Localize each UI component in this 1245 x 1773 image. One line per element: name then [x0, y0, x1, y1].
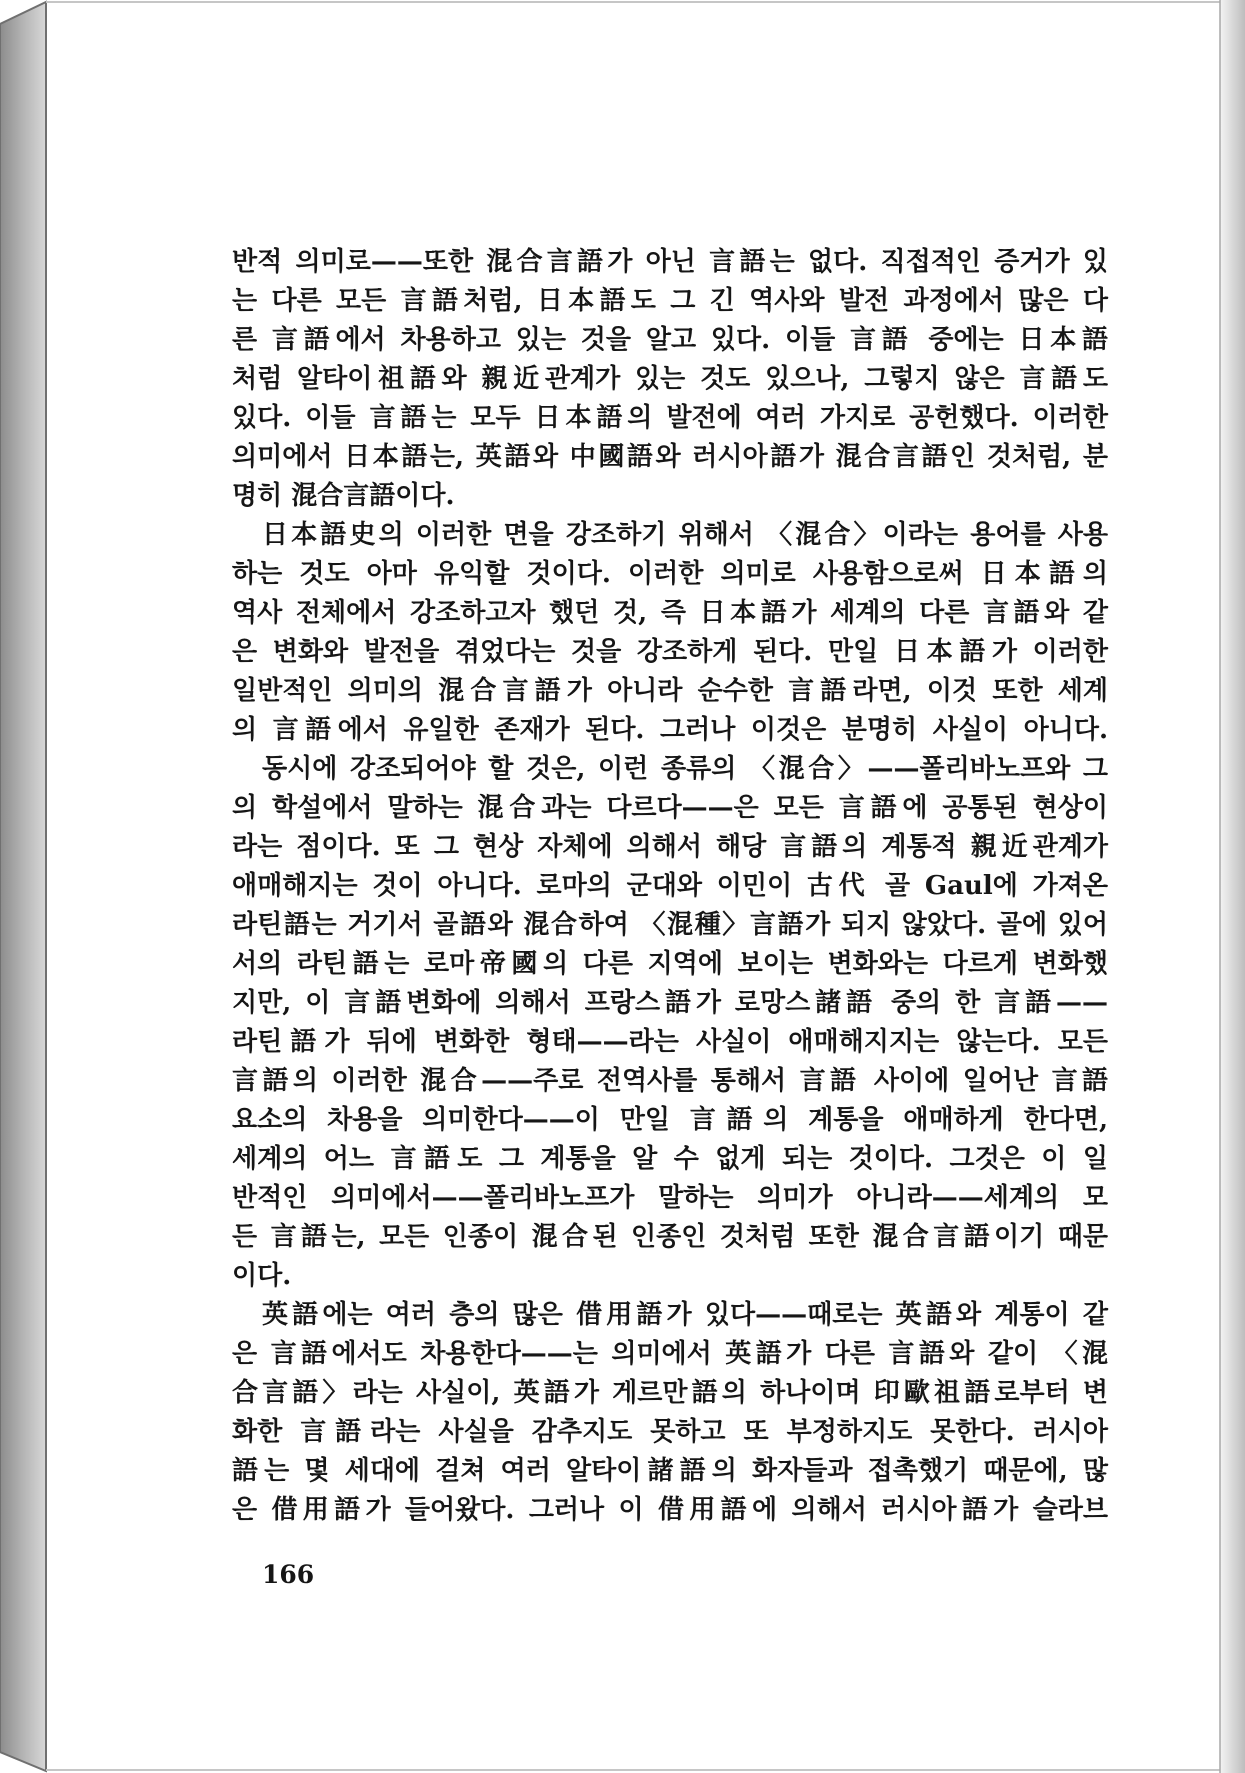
- text-line: 른 言語에서 차용하고 있는 것을 알고 있다. 이들 言語 중에는 日本語: [232, 325, 1108, 355]
- paragraph: [232, 243, 1108, 516]
- text-line: 는 다른 모든 言語처럼, 日本語도 그 긴 역사와 발전 과정에서 많은 다: [232, 286, 1108, 316]
- text-line: 처럼 알타이祖語와 親近관계가 있는 것도 있으나, 그렇지 않은 言語도: [232, 364, 1108, 394]
- text-line: 言語의 이러한 混合——주로 전역사를 통해서 言語 사이에 일어난 言語: [232, 1066, 1108, 1096]
- text-line: 하는 것도 아마 유익할 것이다. 이러한 의미로 사용함으로써 日本語의: [232, 559, 1108, 589]
- text-line: 日本語史의 이러한 면을 강조하기 위해서 〈混合〉이라는 용어를 사용: [262, 520, 1108, 550]
- text-line: 이다.: [232, 1261, 292, 1291]
- text-line: 일반적인 의미의 混合言語가 아니라 순수한 言語라면, 이것 또한 세계: [232, 676, 1108, 706]
- text-line: 英語에는 여러 층의 많은 借用語가 있다——때로는 英語와 계통이 같: [262, 1300, 1108, 1330]
- text-line: 은 借用語가 들어왔다. 그러나 이 借用語에 의해서 러시아語가 슬라브: [232, 1495, 1108, 1525]
- text-line: 든 言語는, 모든 인종이 混合된 인종인 것처럼 또한 混合言語이기 때문: [232, 1222, 1108, 1252]
- text-line: 반적인 의미에서——폴리바노프가 말하는 의미가 아니라——세계의 모: [232, 1183, 1108, 1213]
- paragraph: [232, 1296, 1108, 1530]
- text-line: 의 言語에서 유일한 존재가 된다. 그러나 이것은 분명히 사실이 아니다.: [232, 715, 1108, 745]
- text-line: 라는 점이다. 또 그 현상 자체에 의해서 해당 言語의 계통적 親近관계가: [232, 832, 1108, 862]
- spine-edge: [0, 2, 46, 1771]
- paragraph: [232, 750, 1108, 1296]
- text-line: 애매해지는 것이 아니다. 로마의 군대와 이민이 古代 골 Gaul에 가져온: [232, 871, 1108, 901]
- right-page-shadow: [1220, 0, 1245, 1773]
- text-line: 반적 의미로——또한 混合言語가 아닌 言語는 없다. 직접적인 증거가 있: [232, 247, 1108, 277]
- text-line: 語는 몇 세대에 걸쳐 여러 알타이諸語의 화자들과 접촉했기 때문에, 많: [232, 1456, 1108, 1486]
- text-line: 은 言語에서도 차용한다——는 의미에서 英語가 다른 言語와 같이 〈混: [232, 1339, 1108, 1369]
- text-line: 서의 라틴語는 로마帝國의 다른 지역에 보이는 변화와는 다르게 변화했: [232, 949, 1108, 979]
- page-number: 166: [262, 1560, 315, 1589]
- text-line: 있다. 이들 言語는 모두 日本語의 발전에 여러 가지로 공헌했다. 이러한: [232, 403, 1108, 433]
- text-line: 요소의 차용을 의미한다——이 만일 言語의 계통을 애매하게 한다면,: [232, 1105, 1108, 1135]
- text-line: 라틴語가 뒤에 변화한 형태——라는 사실이 애매해지지는 않는다. 모든: [232, 1027, 1108, 1057]
- text-line: 라틴語는 거기서 골語와 混合하여 〈混種〉言語가 되지 않았다. 골에 있어: [232, 910, 1108, 940]
- text-line: 지만, 이 言語변화에 의해서 프랑스語가 로망스諸語 중의 한 言語——: [232, 988, 1108, 1018]
- text-line: 合言語〉라는 사실이, 英語가 게르만語의 하나이며 印歐祖語로부터 변: [232, 1378, 1108, 1408]
- text-line: 의 학설에서 말하는 混合과는 다르다——은 모든 言語에 공통된 현상이: [232, 793, 1108, 823]
- text-line: 은 변화와 발전을 겪었다는 것을 강조하게 된다. 만일 日本語가 이러한: [232, 637, 1108, 667]
- text-line: 화한 言語라는 사실을 감추지도 못하고 또 부정하지도 못한다. 러시아: [232, 1417, 1108, 1447]
- text-line: 의미에서 日本語는, 英語와 中國語와 러시아語가 混合言語인 것처럼, 분: [232, 442, 1108, 472]
- text-line: 세계의 어느 言語도 그 계통을 알 수 없게 되는 것이다. 그것은 이 일: [232, 1144, 1108, 1174]
- paragraph: [232, 516, 1108, 750]
- text-line: 명히 混合言語이다.: [232, 481, 455, 511]
- text-line: 역사 전체에서 강조하고자 했던 것, 즉 日本語가 세계의 다른 言語와 같: [232, 598, 1108, 628]
- body-text: [232, 243, 1108, 1530]
- text-line: 동시에 강조되어야 할 것은, 이런 종류의 〈混合〉——폴리바노프와 그: [262, 754, 1108, 784]
